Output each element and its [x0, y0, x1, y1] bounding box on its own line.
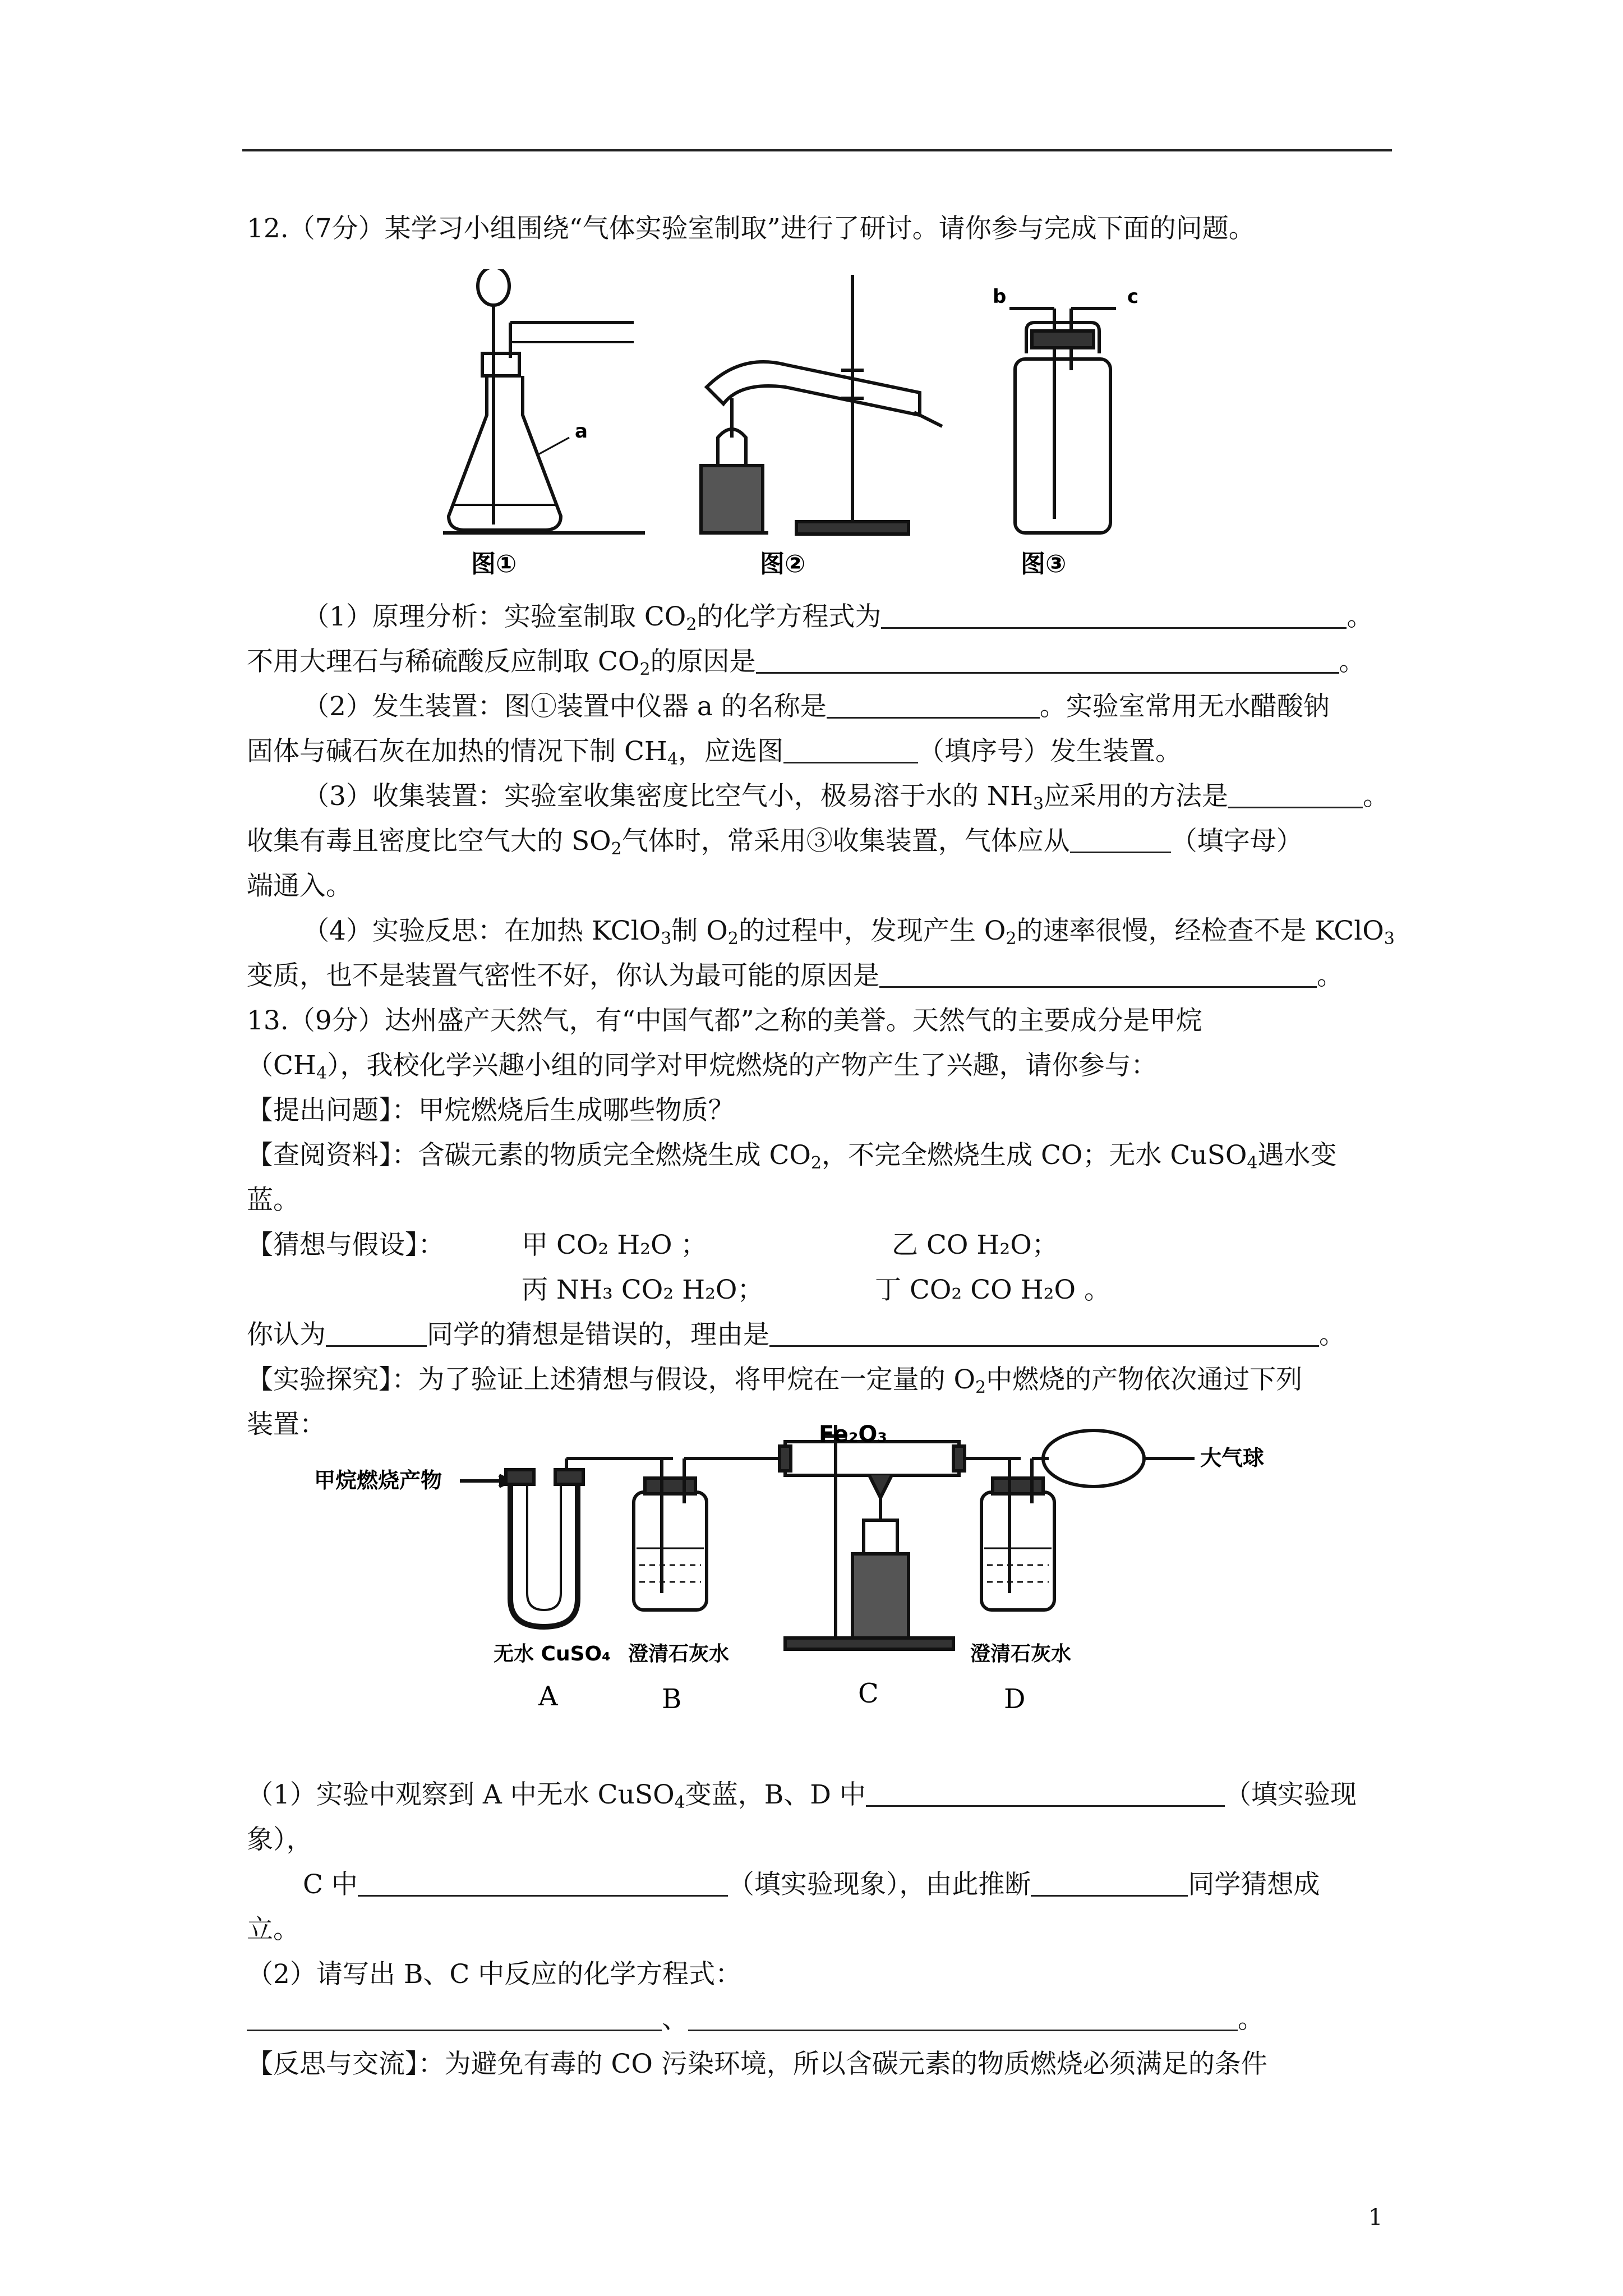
inlet-label: 甲烷燃烧产物	[314, 1468, 442, 1493]
label-a-reagent: 无水 CuSO₄	[494, 1642, 611, 1665]
answer-blank[interactable]	[1031, 1870, 1188, 1897]
label-b: b	[993, 286, 1007, 308]
guess-bing: 丙 NH₃ CO₂ H₂O；	[522, 1274, 764, 1305]
answer-blank[interactable]	[827, 692, 1040, 719]
q12-apparatus-figure	[426, 269, 1234, 583]
guess-ding: 丁 CO₂ CO H₂O 。	[875, 1274, 1110, 1305]
answer-blank[interactable]	[881, 602, 1347, 629]
conical-flask-apparatus	[443, 269, 645, 533]
q13-wrong-guess: 你认为 同学的猜想是错误的，理由是 。	[247, 1319, 1345, 1350]
answer-blank[interactable]	[1228, 782, 1363, 808]
answer-blank[interactable]	[1070, 827, 1171, 853]
q13-intro-line1: 13.（9分）达州盛产天然气，有“中国气都”之称的美誉。天然气的主要成分是甲烷	[247, 1005, 1202, 1036]
q13-guess-label: 【猜想与假设】：	[247, 1230, 445, 1260]
q12-p3-line1: （3）收集装置：实验室收集密度比空气小，极易溶于水的 $NH_3$应采用的方法是 。	[303, 781, 1390, 814]
answer-blank[interactable]	[769, 1320, 1319, 1347]
guess-yi: 乙 CO H₂O；	[892, 1230, 1058, 1260]
q12-p4-line1: （4）实验反思：在加热 KClO$_3$制 $O_2$的过程中，发现产生 $O_2$的速率很慢，经检查不是 KClO$_3$	[303, 915, 1395, 949]
answer-blank[interactable]	[326, 1320, 427, 1347]
balloon-label: 大气球	[1200, 1446, 1265, 1470]
q13-ask: 【提出问题】：甲烷燃烧后生成哪些物质？	[247, 1095, 735, 1126]
answer-blank[interactable]	[756, 647, 1339, 674]
fig2-caption: 图②	[760, 550, 806, 578]
answer-blank[interactable]	[688, 2005, 1238, 2031]
q12-p3-line3: 端通入。	[247, 871, 352, 901]
q12-p2-line2: 固体与碱石灰在加热的情况下制 $CH_4$，应选图 （填序号）发生装置。	[247, 736, 1182, 769]
q13-s2-line2: 、 。	[247, 2003, 1264, 2036]
answer-blank[interactable]	[358, 1870, 728, 1897]
q12-intro: 12.（7分）某学习小组围绕“气体实验室制取”进行了研讨。请你参与完成下面的问题。	[247, 213, 1255, 244]
q12-p4-line2: 变质，也不是装置气密性不好，你认为最可能的原因是 。	[247, 960, 1343, 991]
heating-apparatus	[701, 275, 942, 534]
q13-s1-line2: 象），	[247, 1824, 313, 1855]
q13-explore-line2: 装置：	[247, 1409, 326, 1440]
q13-reference-line2: 蓝。	[247, 1185, 299, 1216]
fig1-caption: 图①	[471, 550, 517, 578]
q13-reflect: 【反思与交流】：为避免有毒的 CO 污染环境，所以含碳元素的物质燃烧必须满足的条件	[247, 2049, 1267, 2079]
guess-jia: 甲 CO₂ H₂O ；	[522, 1230, 707, 1260]
q13-s1-line3: C 中 （填实验现象），由此推断 同学猜想成	[303, 1869, 1320, 1900]
answer-blank[interactable]	[247, 2005, 662, 2031]
fig3-caption: 图③	[1021, 550, 1067, 578]
q12-p2-line1: （2）发生装置：图①装置中仪器 a 的名称是 。实验室常用无水醋酸钠	[303, 691, 1330, 722]
label-b-reagent: 澄清石灰水	[628, 1642, 730, 1665]
q13-apparatus-figure	[292, 1425, 1290, 1722]
gas-bottle-apparatus	[1009, 309, 1116, 533]
q12-p1-line2: 不用大理石与稀硫酸反应制取 $CO_2$的原因是 。	[247, 646, 1366, 679]
device-c-letter: C	[858, 1678, 879, 1709]
q13-explore-line1: 【实验探究】：为了验证上述猜想与假设，将甲烷在一定量的 $O_2$中燃烧的产物依次通过下列	[247, 1364, 1303, 1397]
q12-p1-line1: （1）原理分析：实验室制取 $CO_2$的化学方程式为 。	[303, 601, 1373, 634]
q13-intro-line2: $(CH_4)$，我校化学兴趣小组的同学对甲烷燃烧的产物产生了兴趣，请你参与：	[247, 1050, 1158, 1083]
q13-s1-line1: （1）实验中观察到 A 中无水 CuSO$_4$变蓝，B、D 中 （填实验现	[247, 1779, 1357, 1812]
q13-reference-line1: 【查阅资料】：含碳元素的物质完全燃烧生成 $CO_2$，不完全燃烧生成 CO；无水 CuSO$_4$遇水变	[247, 1140, 1337, 1173]
answer-blank[interactable]	[783, 737, 918, 763]
label-d-reagent: 澄清石灰水	[970, 1642, 1072, 1665]
page-number: 1	[1368, 2205, 1383, 2230]
q13-s1-line4: 立。	[247, 1914, 299, 1945]
header-rule	[242, 149, 1392, 151]
device-b-letter: B	[662, 1683, 682, 1715]
label-a: a	[575, 420, 588, 443]
fe2o3-label: Fe₂O₃	[819, 1425, 887, 1447]
label-c: c	[1127, 286, 1139, 308]
q12-p3-line2: 收集有毒且密度比空气大的 $SO_2$气体时，常采用③收集装置，气体应从 （填字母）	[247, 826, 1303, 859]
device-a-letter: A	[538, 1681, 558, 1712]
device-d-letter: D	[1004, 1683, 1026, 1715]
answer-blank[interactable]	[866, 1780, 1225, 1807]
answer-blank[interactable]	[879, 961, 1317, 988]
q13-s2-line1: （2）请写出 B、C 中反应的化学方程式：	[247, 1959, 742, 1990]
